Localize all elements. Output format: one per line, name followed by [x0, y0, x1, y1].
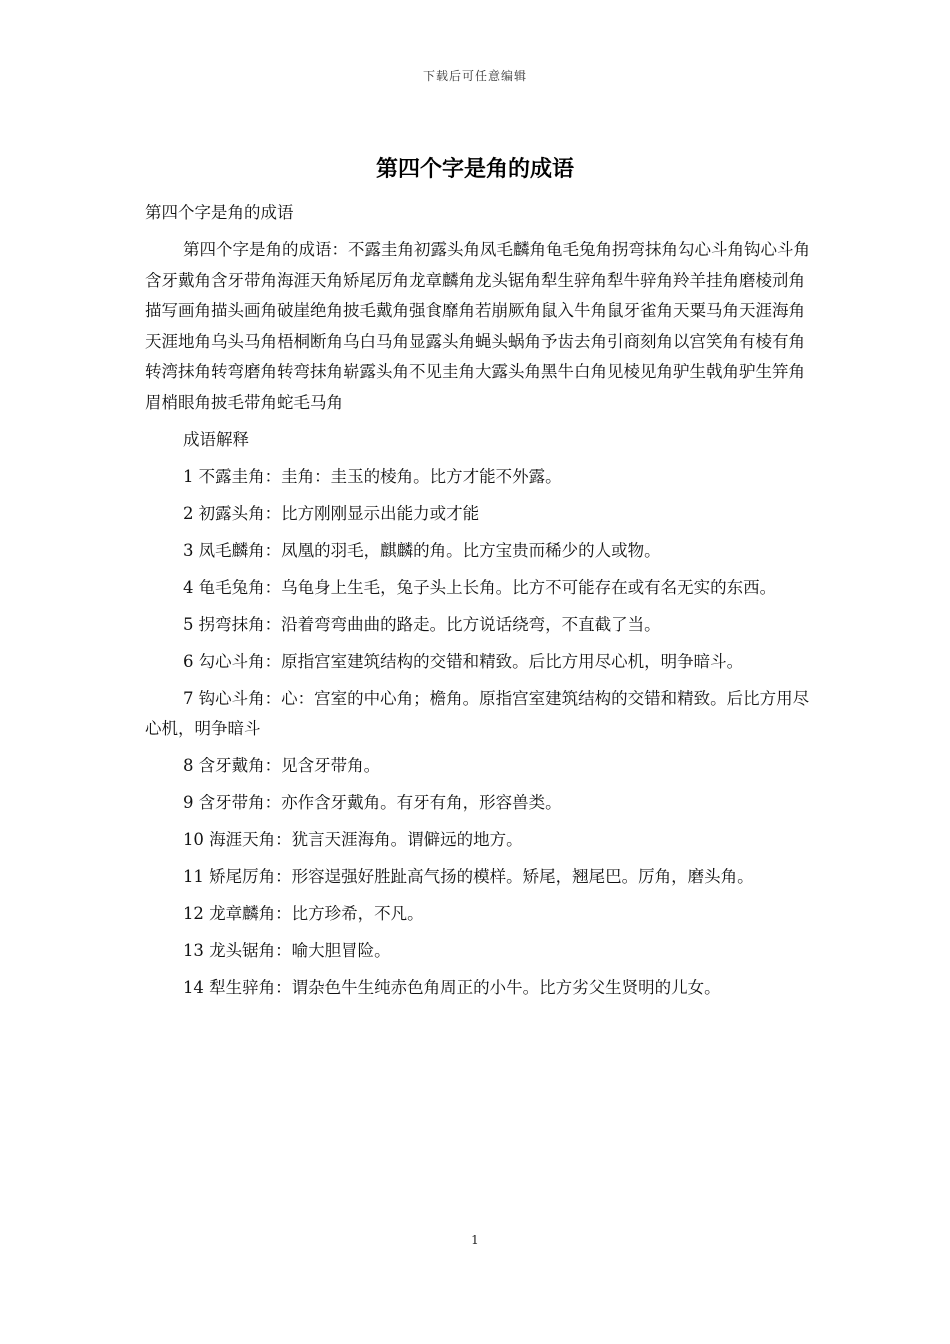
- idiom-entry: 14 犁生骍角：谓杂色牛生纯赤色角周正的小牛。比方劣父生贤明的儿女。: [182, 978, 721, 997]
- idiom-entry: 2 初露头角：比方刚刚显示出能力或才能: [182, 504, 480, 523]
- page-header-note: 下载后可任意编辑: [422, 69, 527, 83]
- idiom-entry: 10 海涯天角：犹言天涯海角。谓僻远的地方。: [182, 830, 523, 849]
- document-body: [145, 198, 815, 1010]
- idiom-entry: 5 拐弯抹角：沿着弯弯曲曲的路走。比方说话绕弯，不直截了当。: [182, 615, 661, 634]
- idiom-entry: 6 勾心斗角：原指宫室建筑结构的交错和精致。后比方用尽心机，明争暗斗。: [182, 652, 744, 671]
- idiom-entry: 4 龟毛兔角：乌龟身上生毛，兔子头上长角。比方不可能存在或有名无实的东西。: [182, 578, 777, 597]
- document-subtitle: 第四个字是角的成语: [145, 203, 294, 222]
- page-number: 1: [471, 1233, 479, 1247]
- idiom-entry: 9 含牙带角：亦作含牙戴角。有牙有角，形容兽类。: [182, 793, 562, 812]
- idiom-entry: 13 龙头锯角：喻大胆冒险。: [182, 941, 391, 960]
- idiom-entry: 3 凤毛麟角：凤凰的羽毛，麒麟的角。比方宝贵而稀少的人或物。: [182, 541, 661, 560]
- idiom-entry: 12 龙章麟角：比方珍希，不凡。: [182, 904, 424, 923]
- idiom-entry: 7 钩心斗角：心：宫室的中心角；檐角。原指宫室建筑结构的交错和精致。后比方用尽心机，明争暗斗: [145, 689, 810, 738]
- idiom-list-paragraph: 第四个字是角的成语：不露圭角初露头角凤毛麟角龟毛兔角拐弯抹角勾心斗角钩心斗角含牙戴角含牙带角海涯天角矫尾厉角龙章麟角龙头锯角犁生骍角犁牛骍角羚羊挂角磨棱刓角描写画角描头画角破崖绝角披毛戴角强食靡角若崩厥角鼠入牛角鼠牙雀角天粟马角天涯海角天涯地角乌头马角梧桐断角乌白马角显露头角蝇头蜗角予齿去角引商刻角以宫笑角有棱有角转湾抹角转弯磨角转弯抹角崭露头角不见圭角大露头角黑牛白角见棱见角驴生戟角驴生笄角眉梢眼角披毛带角蛇毛马角: [145, 240, 810, 412]
- section-heading: 成语解释: [182, 430, 249, 449]
- idiom-entry: 8 含牙戴角：见含牙带角。: [182, 756, 381, 775]
- idiom-entry: 11 矫尾厉角：形容逞强好胜趾高气扬的模样。矫尾，翘尾巴。厉角，磨头角。: [182, 867, 754, 886]
- idiom-entry: 1 不露圭角：圭角：圭玉的棱角。比方才能不外露。: [182, 467, 562, 486]
- document-title: 第四个字是角的成语: [375, 156, 574, 182]
